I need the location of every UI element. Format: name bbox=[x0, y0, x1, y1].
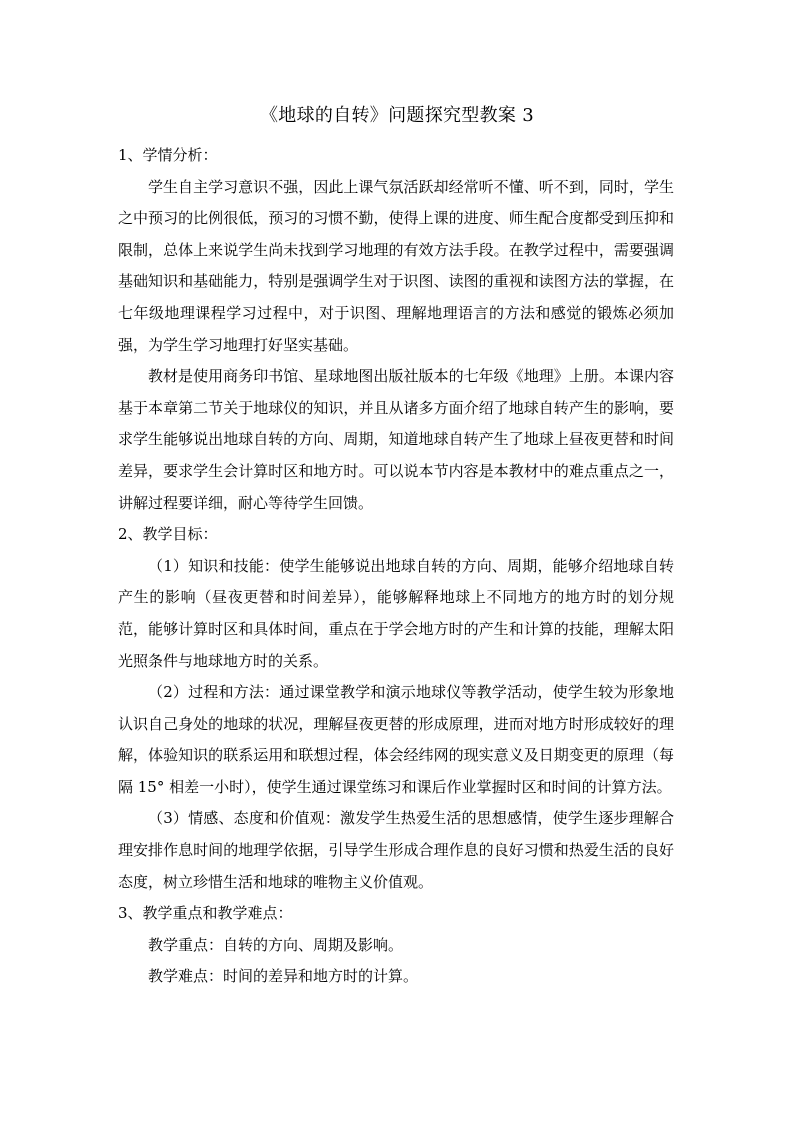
paragraph-student-analysis: 学生自主学习意识不强，因此上课气氛活跃却经常听不懂、听不到，同时，学生之中预习的比例很低，预习的习惯不勤，使得上课的进度、师生配合度都受到压抑和限制，总体上来说学生尚未找到学习地理的有效方法手段。在教学过程中，需要强调基础知识和基础能力，特别是强调学生对于识图、读图的重视和读图方法的掌握，在七年级地理课程学习过程中，对于识图、理解地理语言的方法和感觉的锻炼必须加强，为学生学习地理打好坚实基础。 bbox=[118, 177, 674, 354]
paragraph-emotion-values: （3）情感、态度和价值观：激发学生热爱生活的思想感情，使学生逐步理解合理安排作息时间的地理学依据，引导学生形成合理作息的良好习惯和热爱生活的良好态度，树立珍惜生活和地球的唯物主义价值观。 bbox=[118, 809, 674, 891]
paragraph-key-point: 教学重点：自转的方向、周期及影响。 bbox=[148, 935, 404, 954]
paragraph-difficult-point: 教学难点：时间的差异和地方时的计算。 bbox=[148, 967, 419, 986]
section-heading-teaching-goals: 2、教学目标： bbox=[118, 525, 218, 544]
section-heading-learning-analysis: 1、学情分析： bbox=[118, 146, 218, 164]
section-heading-key-difficult-points: 3、教学重点和教学难点： bbox=[118, 904, 293, 923]
document-title: 《地球的自转》问题探究型教案 3 bbox=[260, 105, 534, 126]
paragraph-textbook-analysis: 教材是使用商务印书馆、星球地图出版社版本的七年级《地理》上册。本课内容基于本章第二节关于地球仪的知识，并且从诸多方面介绍了地球自转产生的影响，要求学生能够说出地球自转的方向、周期，知道地球自转产生了地球上昼夜更替和时间差异，要求学生会计算时区和地方时。可以说本节内容是本教材中的难点重点之一，讲解过程要详细，耐心等待学生回馈。 bbox=[118, 367, 674, 512]
paragraph-knowledge-skills: （1）知识和技能：使学生能够说出地球自转的方向、周期，能够介绍地球自转产生的影响（昼夜更替和时间差异），能够解释地球上不同地方的地方时的划分规范，能够计算时区和具体时间，重点在于学会地方时的产生和计算的技能，理解太阳光照条件与地球地方时的关系。 bbox=[118, 556, 674, 670]
document-body bbox=[118, 140, 674, 993]
paragraph-process-methods: （2）过程和方法：通过课堂教学和演示地球仪等教学活动，使学生较为形象地认识自己身处的地球的状况，理解昼夜更替的形成原理，进而对地方时形成较好的理解，体验知识的联系运用和联想过程，体会经纬网的现实意义及日期变更的原理（每隔 15° 相差一小时），使学生通过课堂练习和课后作业掌握时区和时间的计算方法。 bbox=[118, 683, 674, 796]
